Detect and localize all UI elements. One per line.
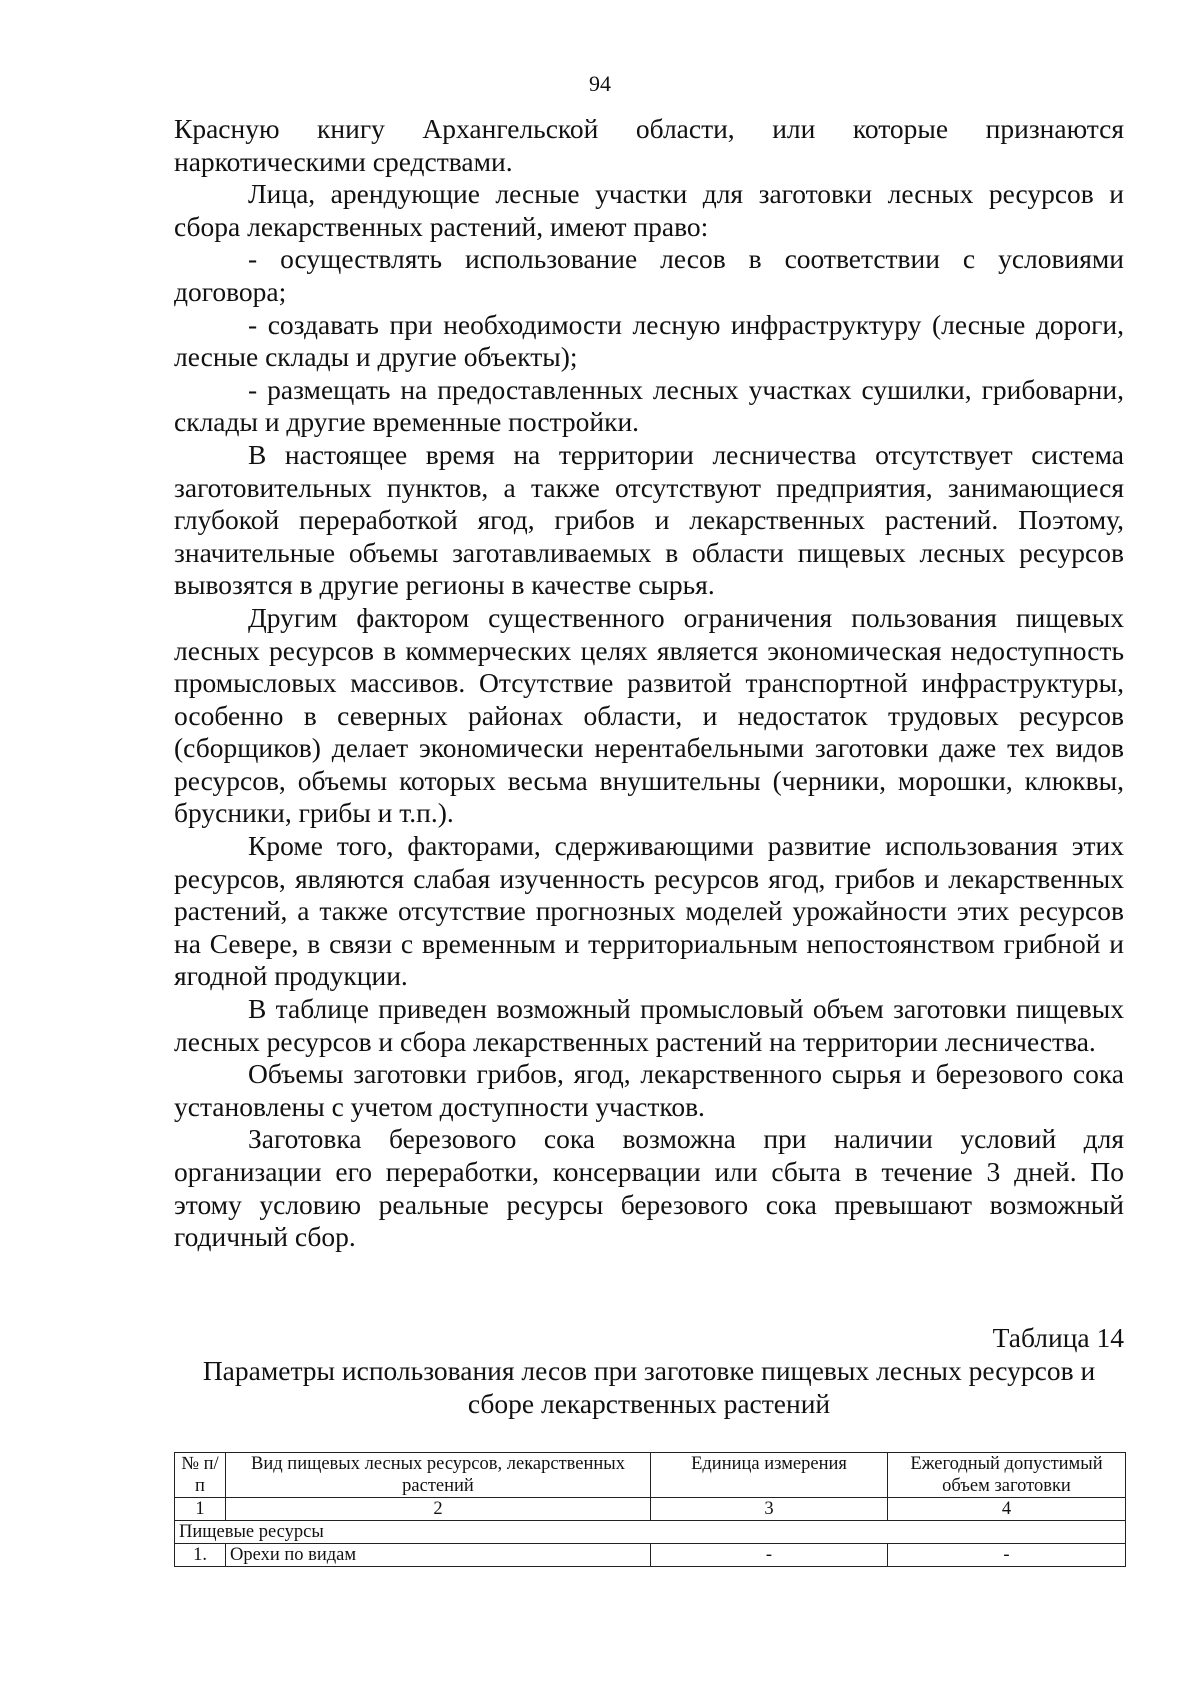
list-item: - осуществлять использование лесов в соответствии с условиями договора; (174, 243, 1124, 307)
parameters-table (174, 1452, 1126, 1567)
column-number-row (175, 1498, 1126, 1521)
paragraph: Другим фактором существенного ограничения пользования пищевых лесных ресурсов в коммерческих целях является экономическая недоступность промысловых массивов. Отсутствие развитой транспортной инфраструктуры, особенно в северных районах области, и недостаток трудовых ресурсов (сборщиков) делает экономически нерентабельными заготовки даже тех видов ресурсов, объемы которых весьма внушительны (черники, морошки, клюквы, брусники, грибы и т.п.). (174, 601, 1124, 829)
row-number: 1. (175, 1544, 226, 1567)
table-header-row (175, 1453, 1126, 1498)
row-resource-name: Орехи по видам (226, 1544, 651, 1567)
column-number: 4 (888, 1498, 1126, 1521)
paragraph: Красную книгу Архангельской области, или которые признаются наркотическими средствами. (174, 113, 1124, 177)
paragraph: В настоящее время на территории лесничества отсутствует система заготовительных пунктов, а также отсутствуют предприятия, занимающиеся глубокой переработкой ягод, грибов и лекарственных растений. Поэтому, значительные объемы заготавливаемых в области пищевых лесных ресурсов вывозятся в другие регионы в качестве сырья. (174, 438, 1124, 601)
header-annual-volume: Ежегодный допустимый объем заготовки (888, 1453, 1126, 1498)
table-row (175, 1544, 1126, 1567)
row-unit: - (651, 1544, 888, 1567)
list-item: - размещать на предоставленных лесных участках сушилки, грибоварни, склады и другие временные постройки. (174, 373, 1124, 438)
column-number: 3 (651, 1498, 888, 1521)
table-label: Таблица 14 (992, 1322, 1124, 1353)
paragraph: В таблице приведен возможный промысловый объем заготовки пищевых лесных ресурсов и сбора лекарственных растений на территории лесничества. (174, 993, 1124, 1057)
column-number: 1 (175, 1498, 226, 1521)
page-number: 94 (589, 71, 611, 96)
body-text (174, 113, 1124, 1254)
column-number: 2 (226, 1498, 651, 1521)
paragraph: Лица, арендующие лесные участки для заготовки лесных ресурсов и сбора лекарственных растений, имеют право: (174, 178, 1124, 242)
paragraph: Объемы заготовки грибов, ягод, лекарственного сырья и березового сока установлены с учетом доступности участков. (174, 1058, 1124, 1122)
section-label: Пищевые ресурсы (175, 1521, 1126, 1544)
table-title: Параметры использования лесов при заготовке пищевых лесных ресурсов и сборе лекарственных растений (202, 1355, 1096, 1419)
section-row (175, 1521, 1126, 1544)
paragraph: Кроме того, факторами, сдерживающими развитие использования этих ресурсов, являются слабая изученность ресурсов ягод, грибов и лекарственных растений, а также отсутствие прогнозных моделей урожайности этих ресурсов на Севере, в связи с временным и территориальным непостоянством грибной и ягодной продукции. (174, 830, 1124, 992)
header-number: № п/п (175, 1453, 226, 1498)
header-resource-type: Вид пищевых лесных ресурсов, лекарственных растений (226, 1453, 651, 1498)
header-unit: Единица измерения (651, 1453, 888, 1498)
paragraph: Заготовка березового сока возможна при наличии условий для организации его переработки, консервации или сбыта в течение 3 дней. По этому условию реальные ресурсы березового сока превышают возможный годичный сбор. (174, 1123, 1124, 1253)
row-volume: - (888, 1544, 1126, 1567)
list-item: - создавать при необходимости лесную инфраструктуру (лесные дороги, лесные склады и другие объекты); (174, 308, 1124, 373)
